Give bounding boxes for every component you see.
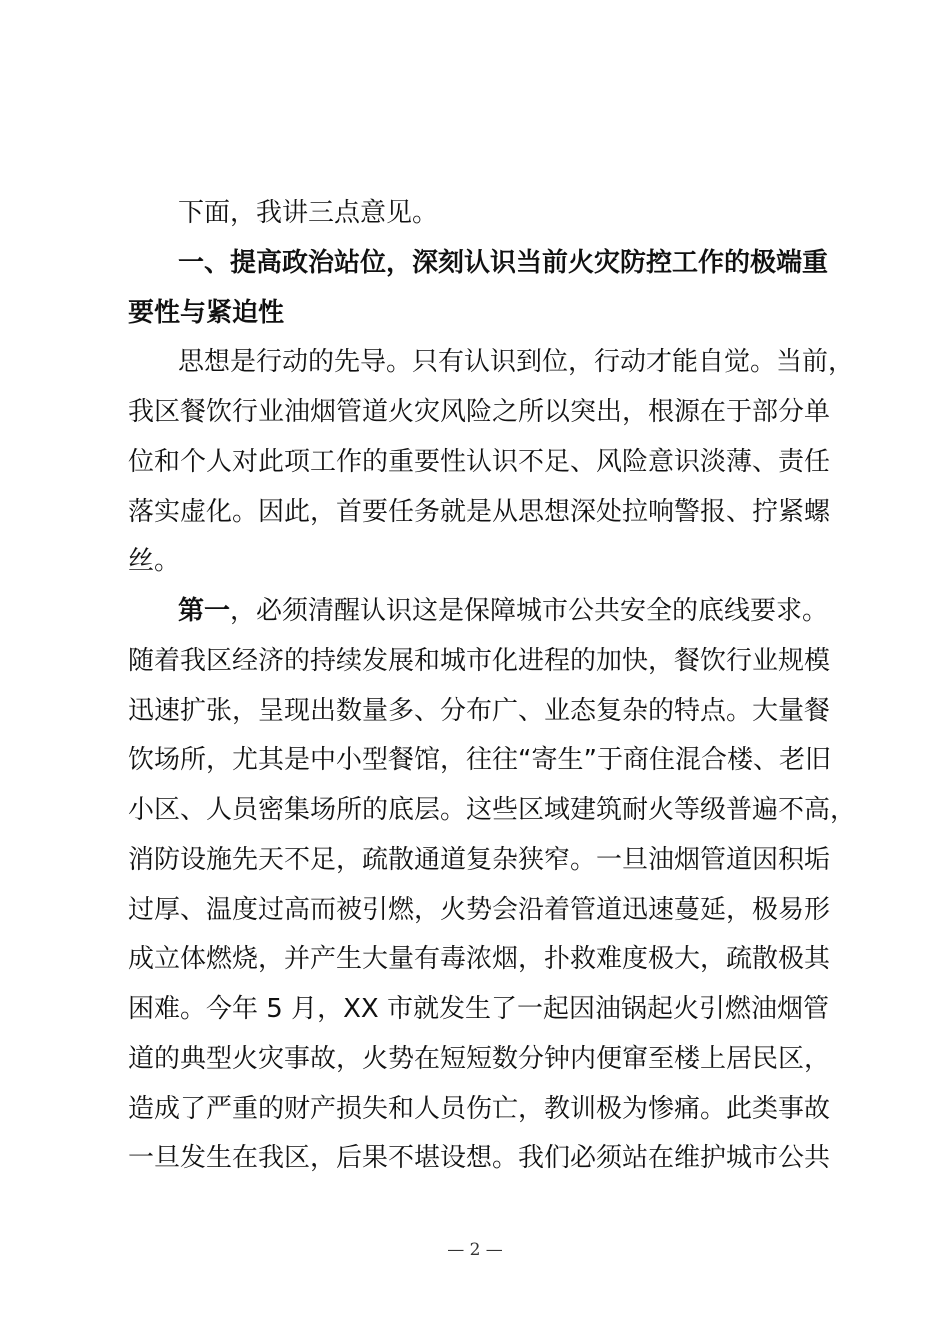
paragraph-line: 随着我区经济的持续发展和城市化进程的加快，餐饮行业规模 xyxy=(128,645,831,676)
paragraph-lead-line xyxy=(128,587,829,637)
paragraph-line: 饮场所，尤其是中小型餐馆，往往“寄生”于商住混合楼、老旧 xyxy=(128,745,831,776)
paragraph-line: 消防设施先天不足，疏散通道复杂狭窄。一旦油烟管道因积垢 xyxy=(128,844,831,875)
paragraph-line: 一旦发生在我区，后果不堪设想。我们必须站在维护城市公共 xyxy=(128,1143,831,1174)
bold-lead: 第一 xyxy=(178,596,231,626)
section-heading-line: 一、提高政治站位，深刻认识当前火灾防控工作的极端重 xyxy=(178,247,829,278)
lead-text: ，必须清醒认识这是保障城市公共安全的底线要求。 xyxy=(230,596,829,626)
paragraph-line: 迅速扩张，呈现出数量多、分布广、业态复杂的特点。大量餐 xyxy=(128,695,831,726)
paragraph-line: 成立体燃烧，并产生大量有毒浓烟，扑救难度极大，疏散极其 xyxy=(128,944,831,975)
paragraph-line: 落实虚化。因此，首要任务就是从思想深处拉响警报、拧紧螺 xyxy=(128,496,831,527)
paragraph-line: 位和个人对此项工作的重要性认识不足、风险意识淡薄、责任 xyxy=(128,446,831,477)
section-heading-line: 要性与紧迫性 xyxy=(128,297,285,328)
paragraph-line: 过厚、温度过高而被引燃，火势会沿着管道迅速蔓延，极易形 xyxy=(128,894,831,925)
paragraph-line: 造成了严重的财产损失和人员伤亡，教训极为惨痛。此类事故 xyxy=(128,1093,831,1124)
paragraph-line: 道的典型火灾事故，火势在短短数分钟内便窜至楼上居民区， xyxy=(128,1043,831,1074)
paragraph-line: 我区餐饮行业油烟管道火灾风险之所以突出，根源在于部分单 xyxy=(128,397,831,427)
intro-line: 下面，我讲三点意见。 xyxy=(178,198,439,228)
paragraph-line: 小区、人员密集场所的底层。这些区域建筑耐火等级普遍不高， xyxy=(128,795,857,825)
paragraph-line: 丝。 xyxy=(128,546,181,577)
document-body xyxy=(128,189,857,1184)
page-number: — 2 — xyxy=(447,1240,503,1260)
paragraph-line: 思想是行动的先导。只有认识到位，行动才能自觉。当前， xyxy=(178,347,855,378)
paragraph-line: 困难。今年 5 月，XX 市就发生了一起因油锅起火引燃油烟管 xyxy=(128,994,829,1024)
